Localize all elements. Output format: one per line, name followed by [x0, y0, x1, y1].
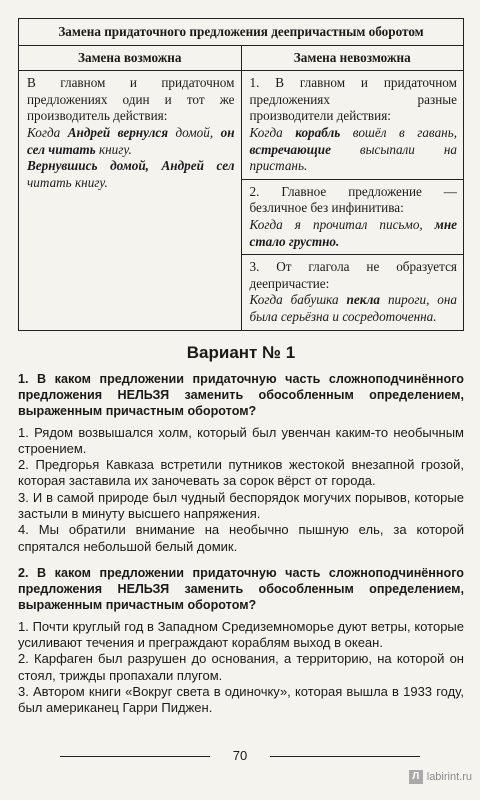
q1-option-1: 1. Рядом возвышался холм, который был увенчан каким-то необычным строением.: [18, 424, 464, 456]
rules-table: [18, 18, 464, 331]
col-head-impossible: Замена невозможна: [241, 45, 464, 71]
impossible-example-1: Когда корабль вошёл в гавань, встречающие высыпали на пристань.: [249, 124, 458, 174]
question-1: 1. В каком предложении придаточную часть сложноподчинённого предложения НЕЛЬЗЯ заменить обособленным определением, выраженным причастным оборотом?: [18, 371, 464, 418]
question-2: 2. В каком предложении придаточную часть сложноподчинённого предложения НЕЛЬЗЯ заменить обособленным определением, выраженным причастным оборотом?: [18, 565, 464, 612]
q1-option-2: 2. Предгорья Кавказа встретили путников жестокой внезапной грозой, которая заставила их заночевать за сорок вёрст от города.: [18, 457, 464, 489]
impossible-example-2: Когда я прочитал письмо, мне стало грустно.: [249, 216, 457, 249]
impossible-block-2: [242, 179, 464, 250]
impossible-rule-2: 2. Главное предложение — безличное без инфинитива:: [249, 183, 457, 216]
watermark: [409, 770, 472, 784]
impossible-block-3: [242, 254, 464, 325]
impossible-rule-1: 1. В главном и придаточном предложениях разные производители действия:: [249, 75, 457, 124]
possible-example-2: Вернувшись домой, Андрей сел читать книгу.: [27, 158, 235, 190]
cell-impossible: [241, 71, 464, 330]
page-content: [18, 18, 464, 717]
variant-title: Вариант № 1: [186, 342, 296, 362]
page-number: 70: [232, 748, 248, 763]
q2-option-3: 3. Автором книги «Вокруг света в одиночку», которая вышла в 1933 году, был американец Гарри Пиджен.: [18, 684, 464, 716]
possible-example-1: Когда Андрей вернулся домой, он сел читать книгу.: [27, 124, 235, 157]
table-title: Замена придаточного предложения деепричастным оборотом: [19, 19, 464, 46]
q1-option-4: 4. Мы обратили внимание на необычно пышную ель, за которой спрятался небольшой белый домик.: [18, 522, 464, 554]
impossible-rule-3: 3. От глагола не образуется деепричастие:: [249, 259, 457, 291]
col-head-possible: Замена возможна: [19, 45, 242, 71]
cell-possible: [19, 71, 242, 330]
q2-option-2: 2. Карфаген был разрушен до основания, а территорию, на которой он стоял, трижды пропахали плугом.: [18, 651, 464, 683]
labirint-logo-icon: Л: [409, 770, 423, 784]
impossible-example-3: Когда бабушка пекла пироги, она была серьёзна и сосредоточенна.: [249, 292, 458, 324]
q1-option-3: 3. И в самой природе был чудный беспорядок могучих порывов, которые застыли в минуту высшего напряжения.: [18, 489, 464, 521]
watermark-text: labirint.ru: [426, 771, 472, 783]
possible-rule: В главном и придаточном предложениях один и тот же производитель действия:: [27, 75, 235, 124]
page-number-rule-right: [270, 756, 420, 757]
q2-option-1: 1. Почти круглый год в Западном Средиземноморье дуют ветры, которые усиливают течения и преграждают кораблям выход в океан.: [18, 618, 464, 651]
